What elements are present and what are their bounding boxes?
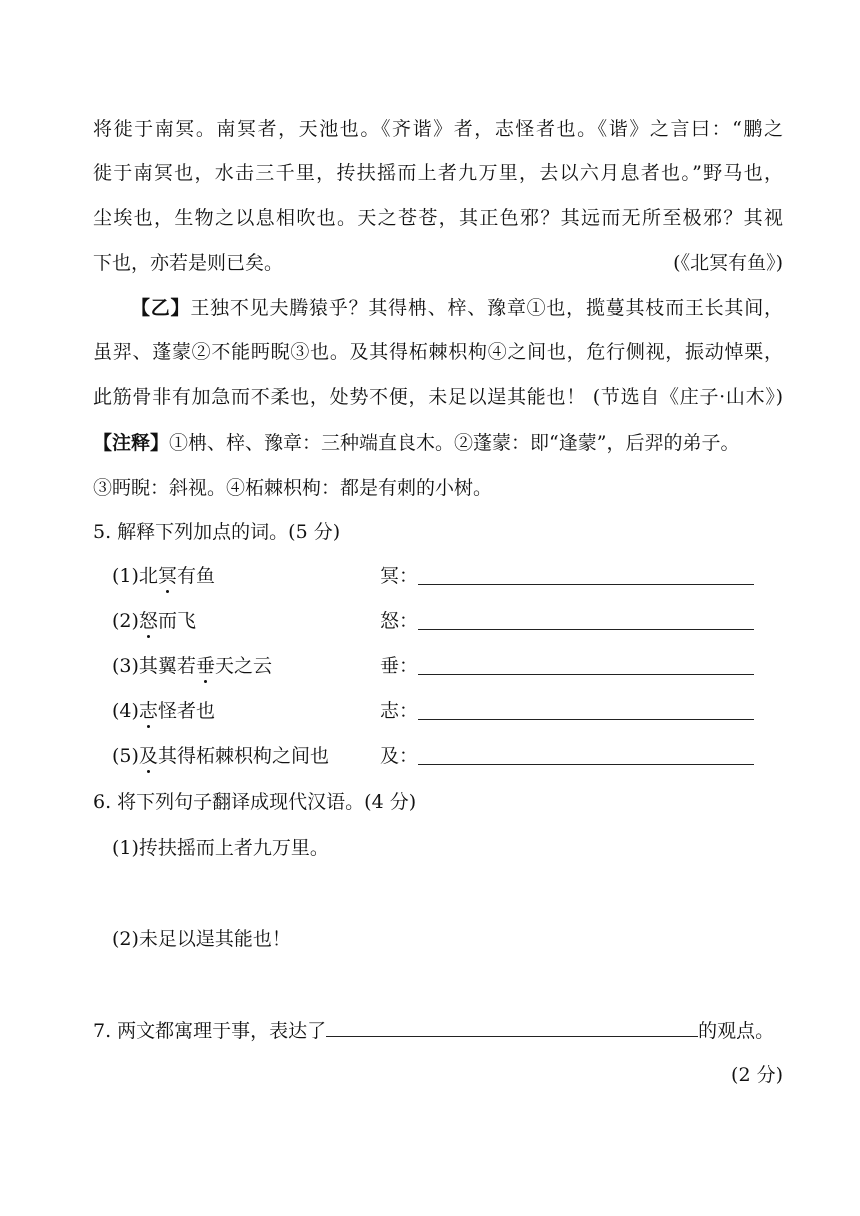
q6-item-1: (1)抟扶摇而上者九万里。: [112, 837, 329, 859]
q5-item-3-dotted-word: 垂: [195, 655, 215, 677]
q5-item-3-pre: 其翼若: [138, 655, 196, 677]
q5-item-1-dotted-word: 冥: [157, 565, 177, 587]
passage-b-line-1: [131, 296, 783, 320]
passage-b-first-text: 王独不见夫腾猿乎？其得柟、梓、豫章①也，揽蔓其枝而王长其间，: [190, 297, 783, 319]
q5-item-2-num: (2): [112, 610, 139, 632]
passage-a-line-3: 尘埃也，生物之以息相吹也。天之苍苍，其正色邪？其远而无所至极邪？其视: [93, 207, 783, 229]
q6-item-2: (2)未足以逞其能也！: [112, 928, 291, 950]
q5-item-1-post: 有鱼: [176, 565, 215, 587]
question-5-title: 5. 解释下列加点的词。(5 分): [93, 521, 341, 543]
q5-item-1-key: 冥：: [380, 565, 419, 587]
q5-answer-blank-5[interactable]: [418, 746, 754, 765]
passage-a-line-1: 将徙于南冥。南冥者，天池也。《齐谐》者，志怪者也。《谐》之言曰：“鹏之: [93, 118, 783, 140]
q5-item-5-num: (5): [112, 745, 139, 767]
notes-line-2: ③眄睨：斜视。④柘棘枳枸：都是有刺的小树。: [93, 477, 493, 499]
passage-a-source: (《北冥有鱼》): [673, 252, 783, 274]
q7-suffix: 的观点。: [698, 1020, 775, 1042]
passage-b-line-3: 此筋骨非有加急而不柔也，处势不便，未足以逞其能也！ (节选自《庄子·山木》): [93, 386, 783, 408]
q5-item-2: [112, 609, 196, 633]
q5-item-3-key: 垂：: [380, 655, 419, 677]
q5-item-3: [112, 654, 272, 678]
q5-item-1-num: (1): [112, 565, 139, 587]
q7-score: (2 分): [731, 1064, 783, 1086]
q7-answer-blank[interactable]: [326, 1018, 698, 1037]
q5-answer-blank-4[interactable]: [418, 701, 754, 720]
notes-text-1: ①柟、梓、豫章：三种端直良木。②蓬蒙：即“逢蒙”，后羿的弟子。: [169, 432, 740, 454]
q5-item-4-num: (4): [112, 700, 139, 722]
q5-item-1: [112, 564, 215, 588]
q5-item-4-key: 志：: [380, 700, 419, 722]
notes-line-1: [93, 431, 783, 455]
q5-item-5: [112, 744, 329, 768]
q5-item-3-num: (3): [112, 655, 139, 677]
question-7: [93, 1018, 783, 1043]
question-6-title: 6. 将下列句子翻译成现代汉语。(4 分): [93, 791, 417, 813]
q5-item-2-post: 而飞: [157, 610, 196, 632]
q5-item-4-dotted-word: 志: [138, 700, 158, 722]
q5-item-2-key: 怒：: [380, 610, 419, 632]
q5-item-4: [112, 699, 215, 723]
q5-answer-blank-3[interactable]: [418, 656, 754, 675]
q5-item-2-dotted-word: 怒: [138, 610, 158, 632]
q5-item-4-post: 怪者也: [157, 700, 215, 722]
q5-item-5-post: 其得柘棘枳枸之间也: [157, 745, 329, 767]
passage-b-label: 【乙】: [131, 297, 191, 319]
notes-label: 【注释】: [93, 432, 170, 454]
q7-prefix: 7. 两文都寓理于事，表达了: [93, 1020, 327, 1042]
passage-b-line-2: 虽羿、蓬蒙②不能眄睨③也。及其得柘棘枳枸④之间也，危行侧视，振动悼栗，: [93, 341, 783, 363]
passage-a-line-2: 徙于南冥也，水击三千里，抟扶摇而上者九万里，去以六月息者也。”野马也，: [93, 162, 783, 184]
q5-item-5-dotted-word: 及: [138, 745, 158, 767]
passage-a-last-line: 下也，亦若是则已矣。: [93, 252, 284, 274]
q5-answer-blank-1[interactable]: [418, 566, 754, 585]
q5-answer-blank-2[interactable]: [418, 611, 754, 630]
q5-item-1-pre: 北: [138, 565, 158, 587]
q5-item-3-post: 天之云: [214, 655, 272, 677]
q5-item-5-key: 及：: [380, 745, 419, 767]
